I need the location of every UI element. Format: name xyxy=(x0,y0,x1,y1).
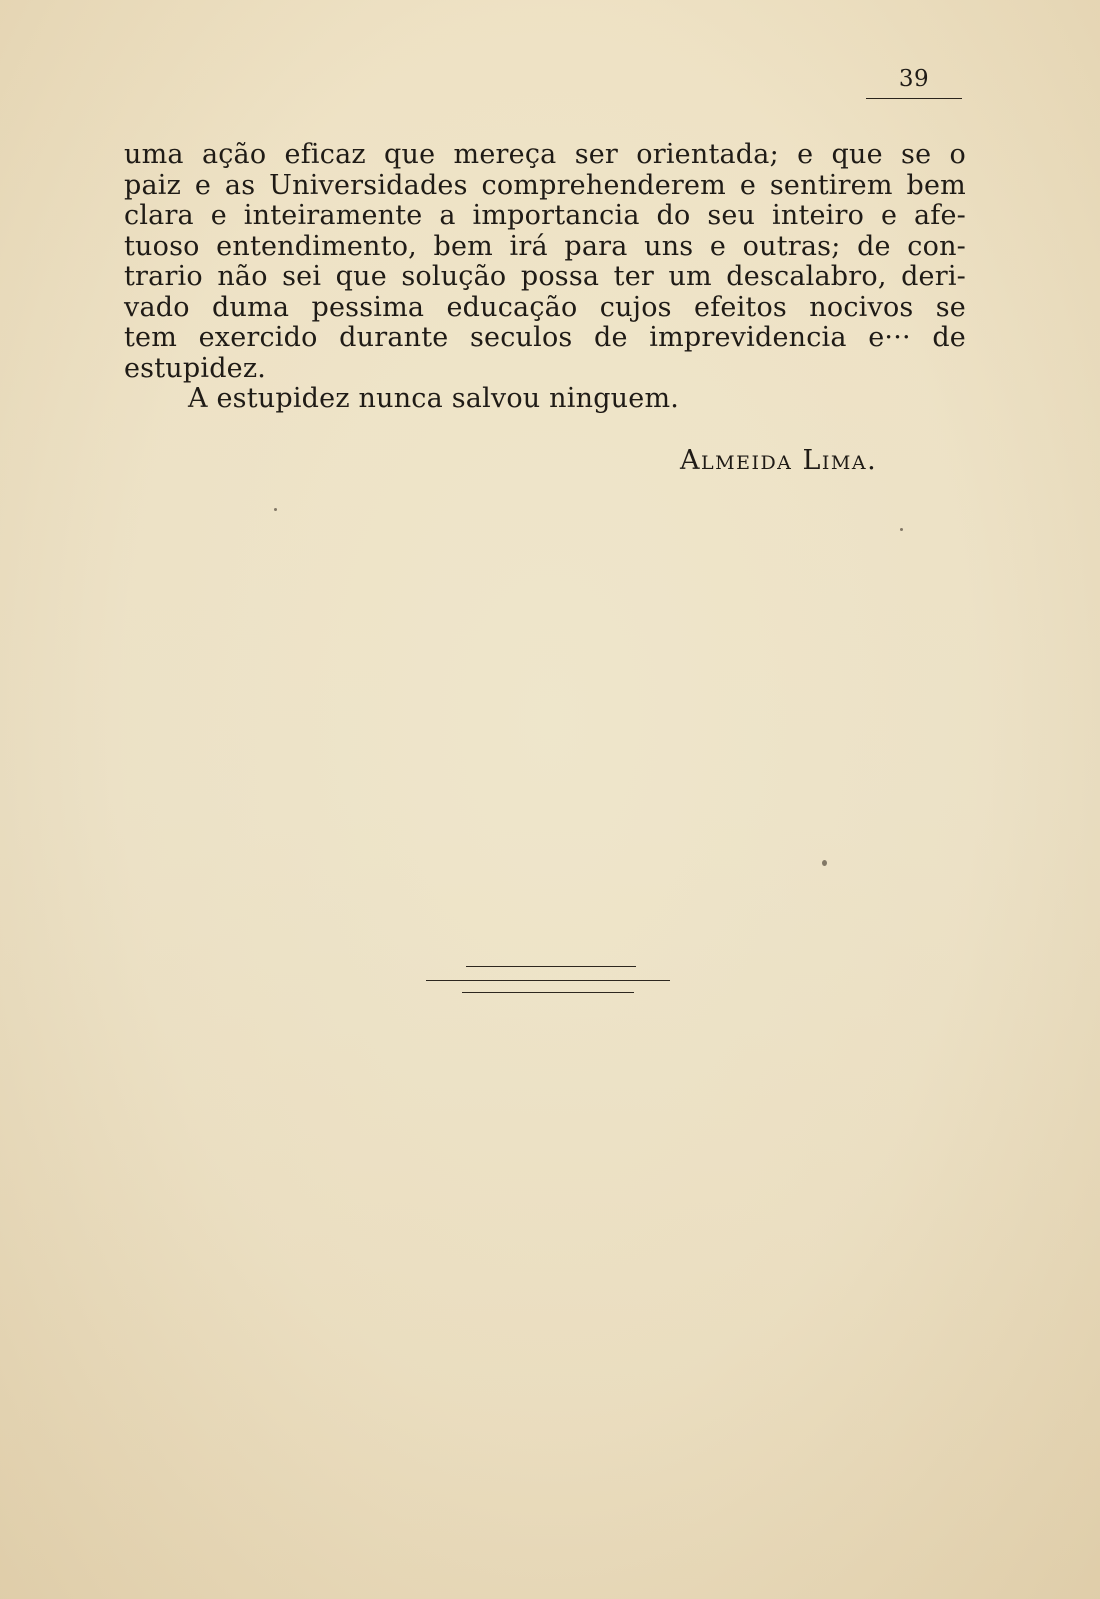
text-line: tem exercido durante seculos de imprevidencia e··· de xyxy=(124,322,966,353)
text-line: clara e inteiramente a importancia do seu inteiro e afe- xyxy=(124,200,966,231)
page-number-rule xyxy=(866,98,962,99)
end-ornament-rule-middle xyxy=(426,980,670,981)
text-line: trario não sei que solução possa ter um descalabro, deri- xyxy=(124,261,966,292)
page-number: 39 xyxy=(898,66,930,92)
text-line: tuoso entendimento, bem irá para uns e outras; de con- xyxy=(124,230,966,262)
body-text xyxy=(124,140,966,415)
text-line: paiz e as Universidades comprehenderem e sentirem bem xyxy=(124,169,966,201)
text-line: estupidez. xyxy=(124,352,267,384)
paper-speck xyxy=(822,860,827,866)
text-line-indented: A estupidez nunca salvou ninguem. xyxy=(188,383,680,414)
end-ornament-rule-top xyxy=(466,966,636,967)
paper-speck xyxy=(900,528,903,531)
author-signature: Almeida Lima. xyxy=(680,445,878,476)
text-line: uma ação eficaz que mereça ser orientada; e que se o xyxy=(124,139,966,170)
text-line: vado duma pessima educação cujos efeitos nocivos se xyxy=(124,291,966,323)
paper-speck xyxy=(274,508,277,511)
end-ornament-rule-bottom xyxy=(462,992,634,993)
